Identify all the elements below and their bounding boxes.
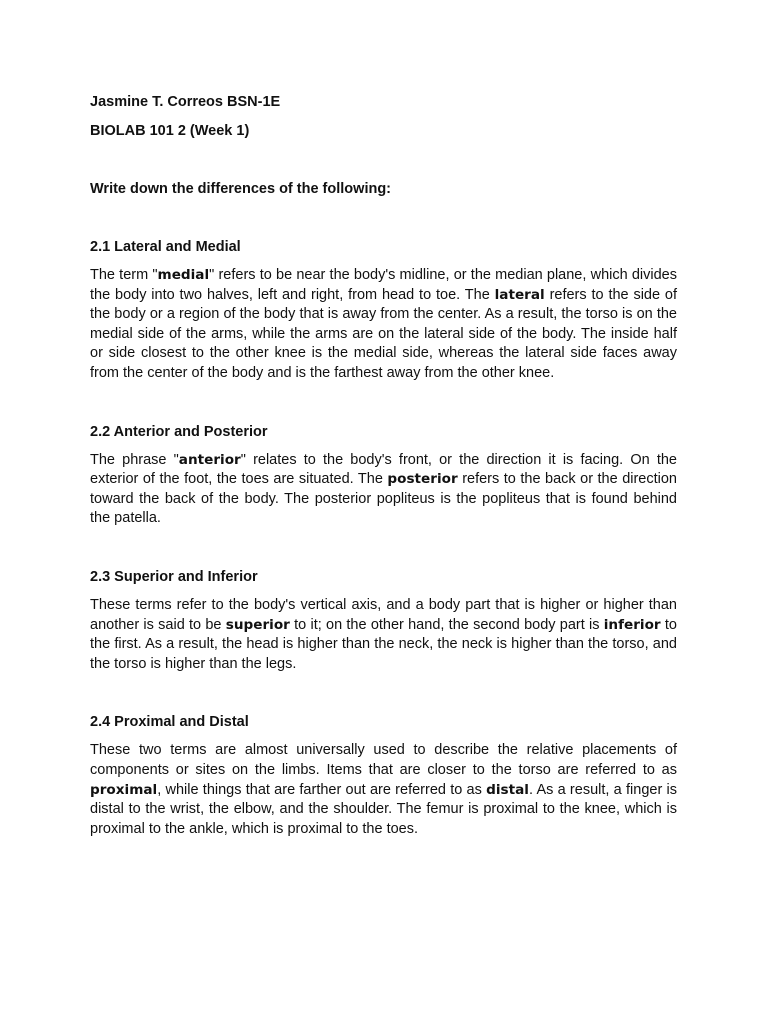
term-medial: medial (157, 267, 210, 283)
student-name: Jasmine T. Correos BSN-1E (90, 94, 281, 110)
term-distal: distal (486, 781, 529, 798)
section-superior-inferior (90, 567, 677, 674)
section-heading: 2.4 Proximal and Distal (90, 714, 249, 731)
section-lateral-medial (90, 237, 677, 384)
text-run: to it; on the other hand, the second body part is (289, 616, 604, 633)
section-heading: 2.3 Superior and Inferior (90, 568, 258, 585)
section-proximal-distal (90, 712, 677, 839)
text-run: refers to the side of the body or a region of the body that is away from the center. As a result, the torso is on the medial side of the arms, while the arms are on the lateral side of the body. The inside half or side closest to the other knee is the medial side, whereas the lateral side faces away from the center of the body and is the farthest away from the other knee. (90, 286, 677, 381)
section-heading: 2.1 Lateral and Medial (90, 239, 241, 255)
term-inferior: inferior (603, 616, 661, 633)
text-run: " refers to be near the body's midline, or the median plane, which divides the body into two halves, left and right, from head to toe. The (90, 267, 677, 303)
instruction: Write down the differences of the following: (90, 181, 392, 197)
term-proximal: proximal (90, 781, 158, 798)
text-run: These terms refer to the body's vertical axis, and a body part that is higher or higher than another is said to be (90, 596, 677, 633)
section-body (90, 741, 677, 839)
section-body (90, 266, 677, 384)
text-run: to the first. As a result, the head is higher than the neck, the neck is higher than the torso, and the torso is higher than the legs. (90, 616, 677, 672)
section-body (90, 596, 677, 674)
term-lateral: lateral (494, 286, 545, 303)
term-superior: superior (225, 616, 290, 633)
text-run: refers to the back or the direction toward the back of the body. The posterior popliteus is the popliteus that is found behind the patella. (90, 471, 677, 527)
text-run: The phrase " (90, 451, 179, 468)
term-posterior: posterior (387, 471, 458, 488)
course-title: BIOLAB 101 2 (Week 1) (90, 123, 250, 139)
section-anterior-posterior (90, 422, 677, 529)
text-run: " relates to the body's front, or the direction it is facing. On the exterior of the foot, the toes are situated. The (90, 451, 677, 488)
section-body (90, 451, 677, 529)
text-run: These two terms are almost universally used to describe the relative placements of components or sites on the limbs. Items that are closer to the torso are referred to as (90, 742, 677, 778)
text-run: . As a result, a finger is distal to the wrist, the elbow, and the shoulder. The femur is proximal to the knee, which is proximal to the ankle, which is proximal to the toes. (90, 781, 677, 837)
text-run: The term " (90, 267, 158, 283)
section-heading: 2.2 Anterior and Posterior (90, 423, 268, 440)
document-page (90, 92, 677, 839)
term-anterior: anterior (178, 451, 241, 468)
text-run: , while things that are farther out are referred to as (157, 781, 487, 798)
